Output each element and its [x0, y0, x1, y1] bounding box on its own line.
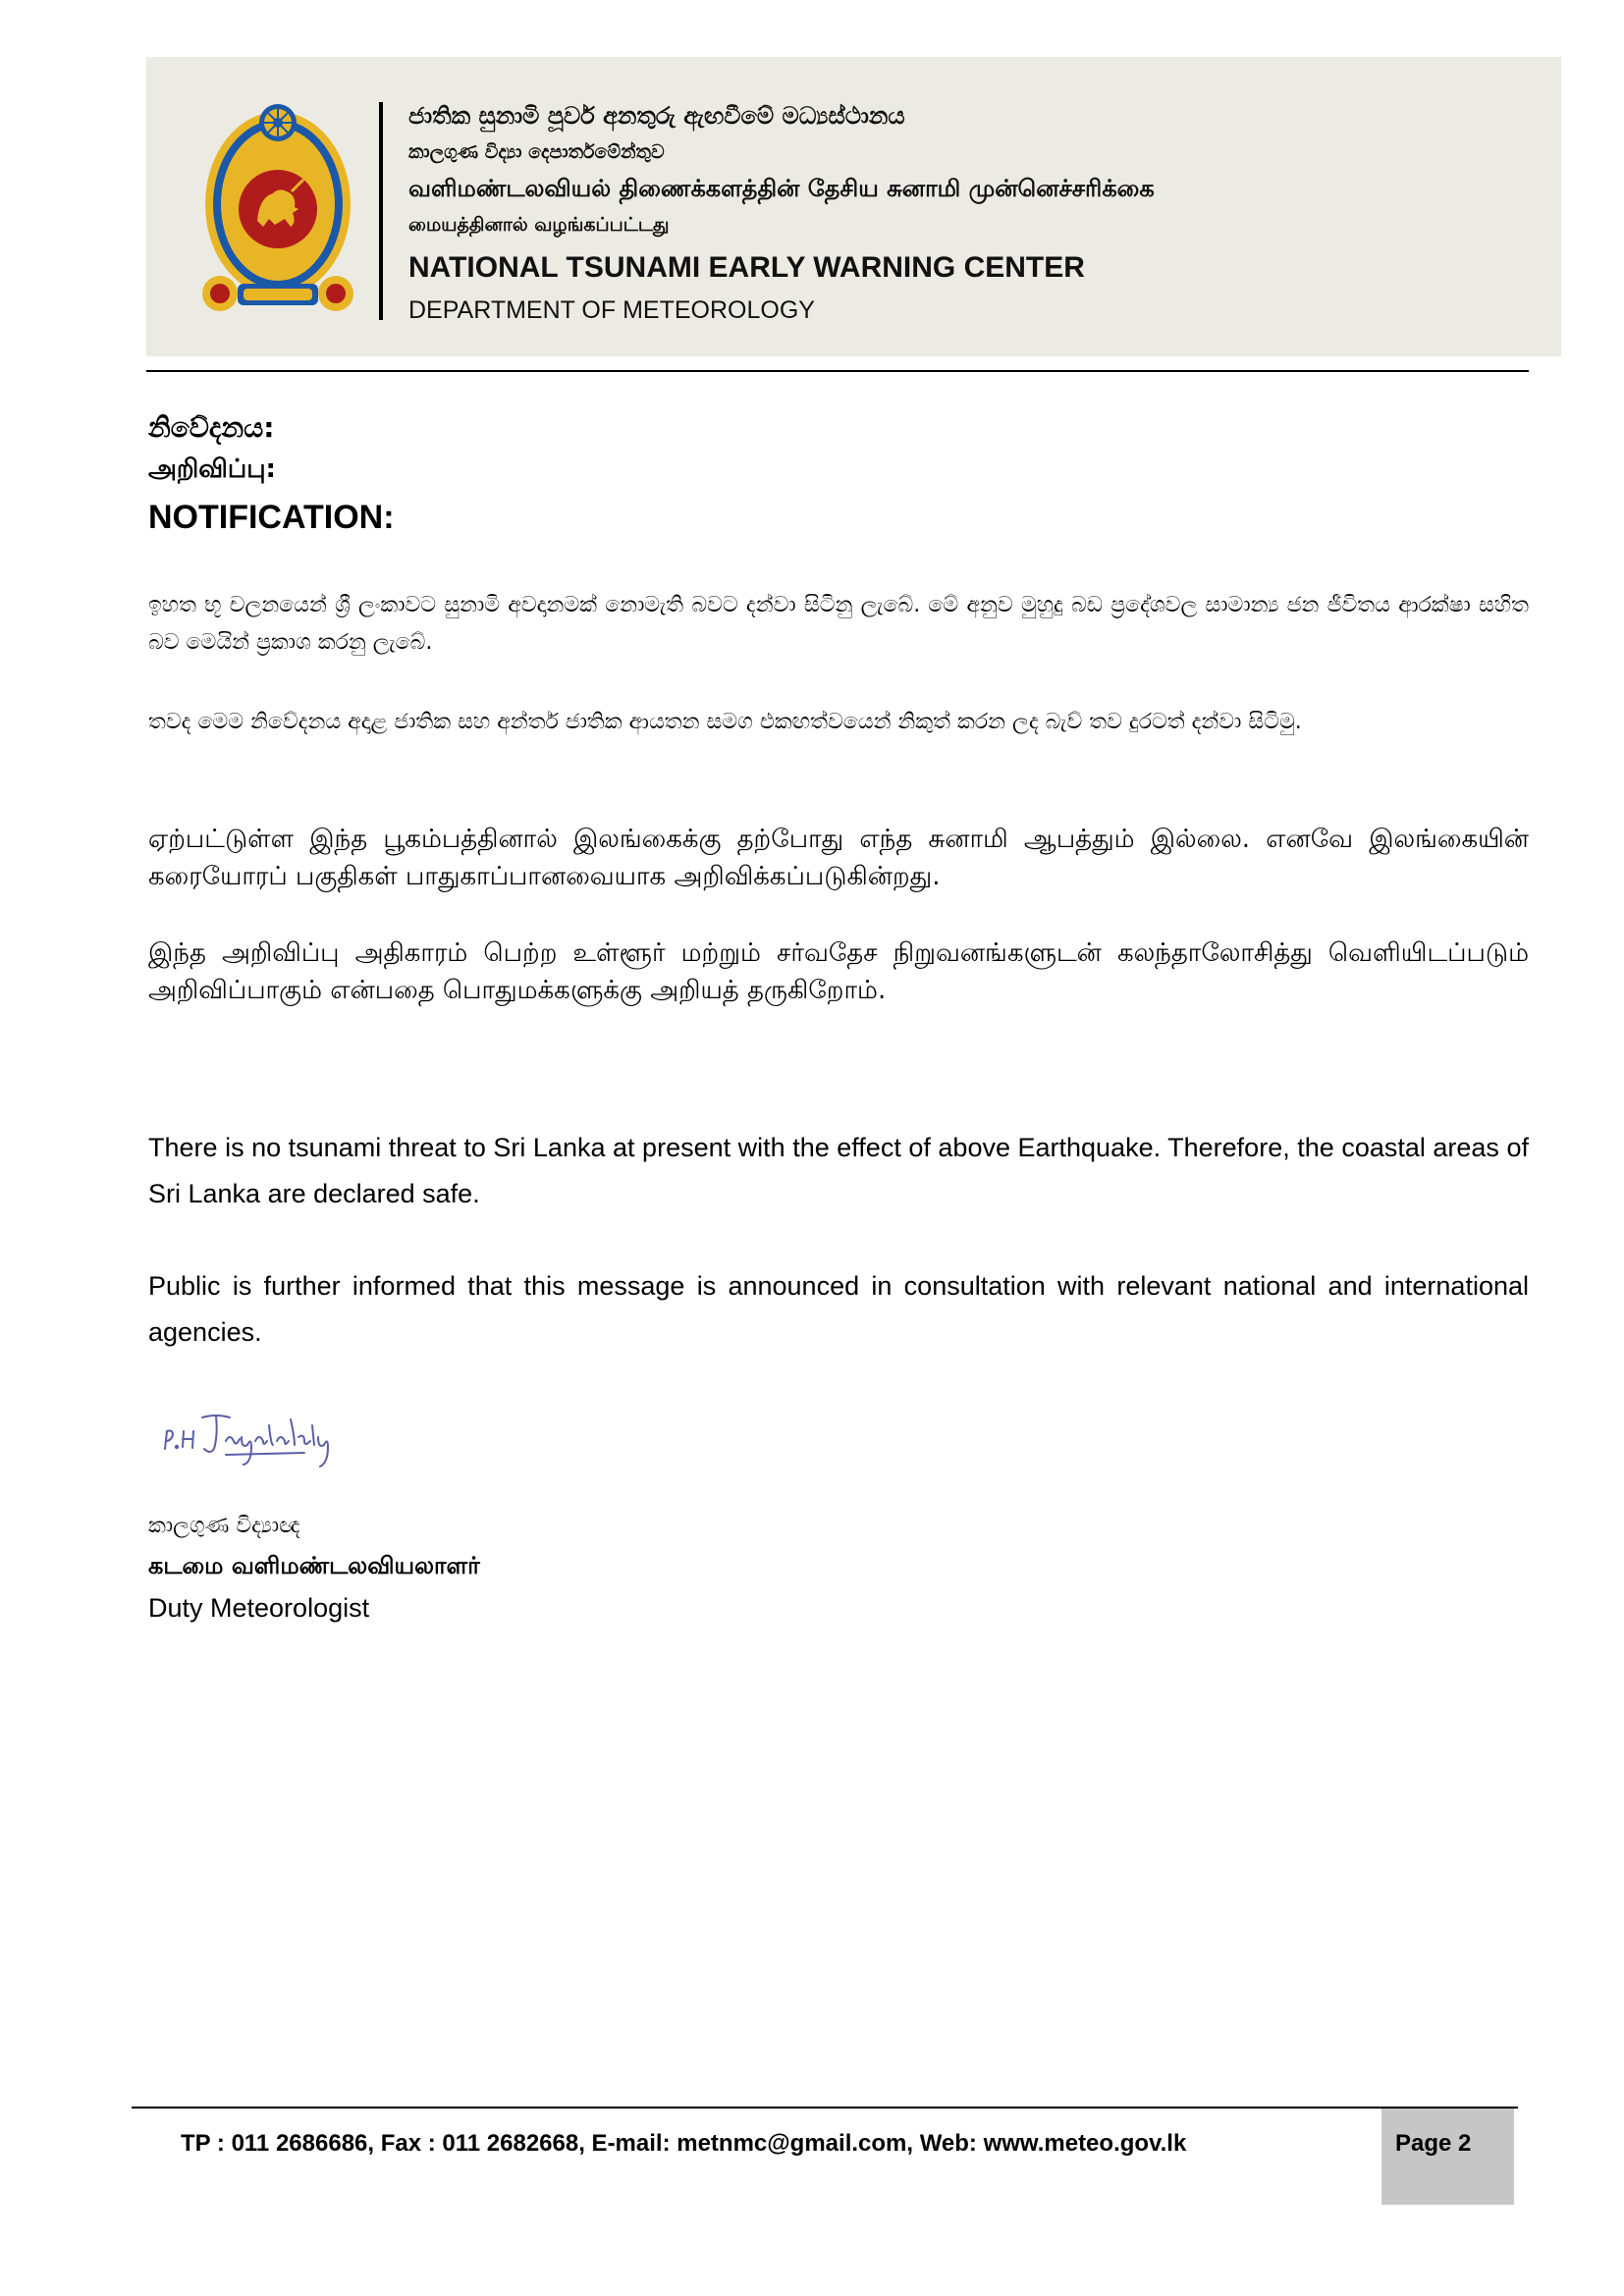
- notice-paragraph-tamil-1: ஏற்பட்டுள்ள இந்த பூகம்பத்தினால் இலங்கைக்கு தற்போது எந்த சுனாமி ஆபத்தும் இல்லை. எனவே இலங்கையின் கரையோரப் பகுதிகள் பாதுகாப்பானவையாக அறிவிக்கப்படுகின்றது.: [148, 825, 1529, 891]
- department-name-english: DEPARTMENT OF METEOROLOGY: [408, 296, 815, 324]
- center-name-sinhala: ජාතික සුනාමි පූර්ව අනතුරු ඇඟවීමේ මධ්‍යස්ථානය: [408, 102, 905, 130]
- footer-contact-details: TP : 011 2686686, Fax : 011 2682668, E-mail: metnmc@gmail.com, Web: www.meteo.gov.lk: [181, 2130, 1187, 2157]
- notice-paragraph-english-1: There is no tsunami threat to Sri Lanka at present with the effect of above Earthquake. Therefore, the coastal areas of Sri Lanka are declared safe.: [148, 1133, 1529, 1208]
- center-name-english: NATIONAL TSUNAMI EARLY WARNING CENTER: [408, 251, 1085, 284]
- signatory-title-sinhala: කාලගුණ විද්‍යාඥ: [148, 1514, 300, 1538]
- notice-paragraph-english-2: Public is further informed that this message is announced in consultation with relevant national and international agencies.: [148, 1271, 1529, 1347]
- sri-lanka-emblem-icon: [200, 101, 355, 319]
- notification-heading-sinhala: නිවේදනය:: [148, 411, 275, 444]
- notice-paragraph-tamil-2: இந்த அறிவிப்பு அதிகாரம் பெற்ற உள்ளூர் மற்றும் சர்வதேச நிறுவனங்களுடன் கலந்தாலோசித்து வெளியிடப்படும் அறிவிப்பாகும் என்பதை பொதுமக்களுக்கு அறியத் தருகிறோம்.: [148, 938, 1529, 1005]
- header-rule: [146, 370, 1529, 372]
- header-divider: [379, 102, 383, 320]
- center-name-tamil-continued: மையத்தினால் வழங்கப்பட்டது: [408, 214, 670, 236]
- signatory-title-tamil: கடமை வளிமண்டலவியலாளர்: [148, 1552, 480, 1579]
- notification-heading-tamil: அறிவிப்பு:: [148, 454, 276, 484]
- center-name-tamil: வளிமண்டலவியல் திணைக்களத்தின் தேசிய சுனாமி முன்னெச்சரிக்கை: [408, 175, 1155, 202]
- footer-rule: [132, 2107, 1518, 2109]
- page-number: Page 2: [1395, 2130, 1472, 2157]
- notification-heading-english: NOTIFICATION:: [148, 499, 395, 536]
- signatory-title-english: Duty Meteorologist: [148, 1593, 370, 1623]
- handwritten-signature: [157, 1402, 383, 1470]
- notice-paragraph-sinhala-1: ඉහත භූ චලනයෙන් ශ්‍රී ලංකාවට සුනාමි අවදානමක් නොමැති බවට දන්වා සිටිනු ලැබේ. මේ අනුව මුහුදු බඩ ප්‍රදේශවල සාමාන්‍ය ජන ජීවිතය ආරක්ෂා සහිත බව මෙයින් ප්‍රකාශ කරනු ලැබේ.: [148, 593, 1529, 655]
- department-name-sinhala: කාලගුණ විද්‍යා දෙපාර්තමේන්තුව: [408, 141, 665, 163]
- letterhead-text: [408, 96, 1538, 328]
- notice-paragraph-sinhala-2: තවද මෙම නිවේදනය අදාළ ජාතික සහ අන්තර් ජාතික ආයතන සමග එකඟත්වයෙන් නිකුත් කරන ලද බැව් තව දුරටත් දන්වා සිටිමු.: [148, 710, 1302, 734]
